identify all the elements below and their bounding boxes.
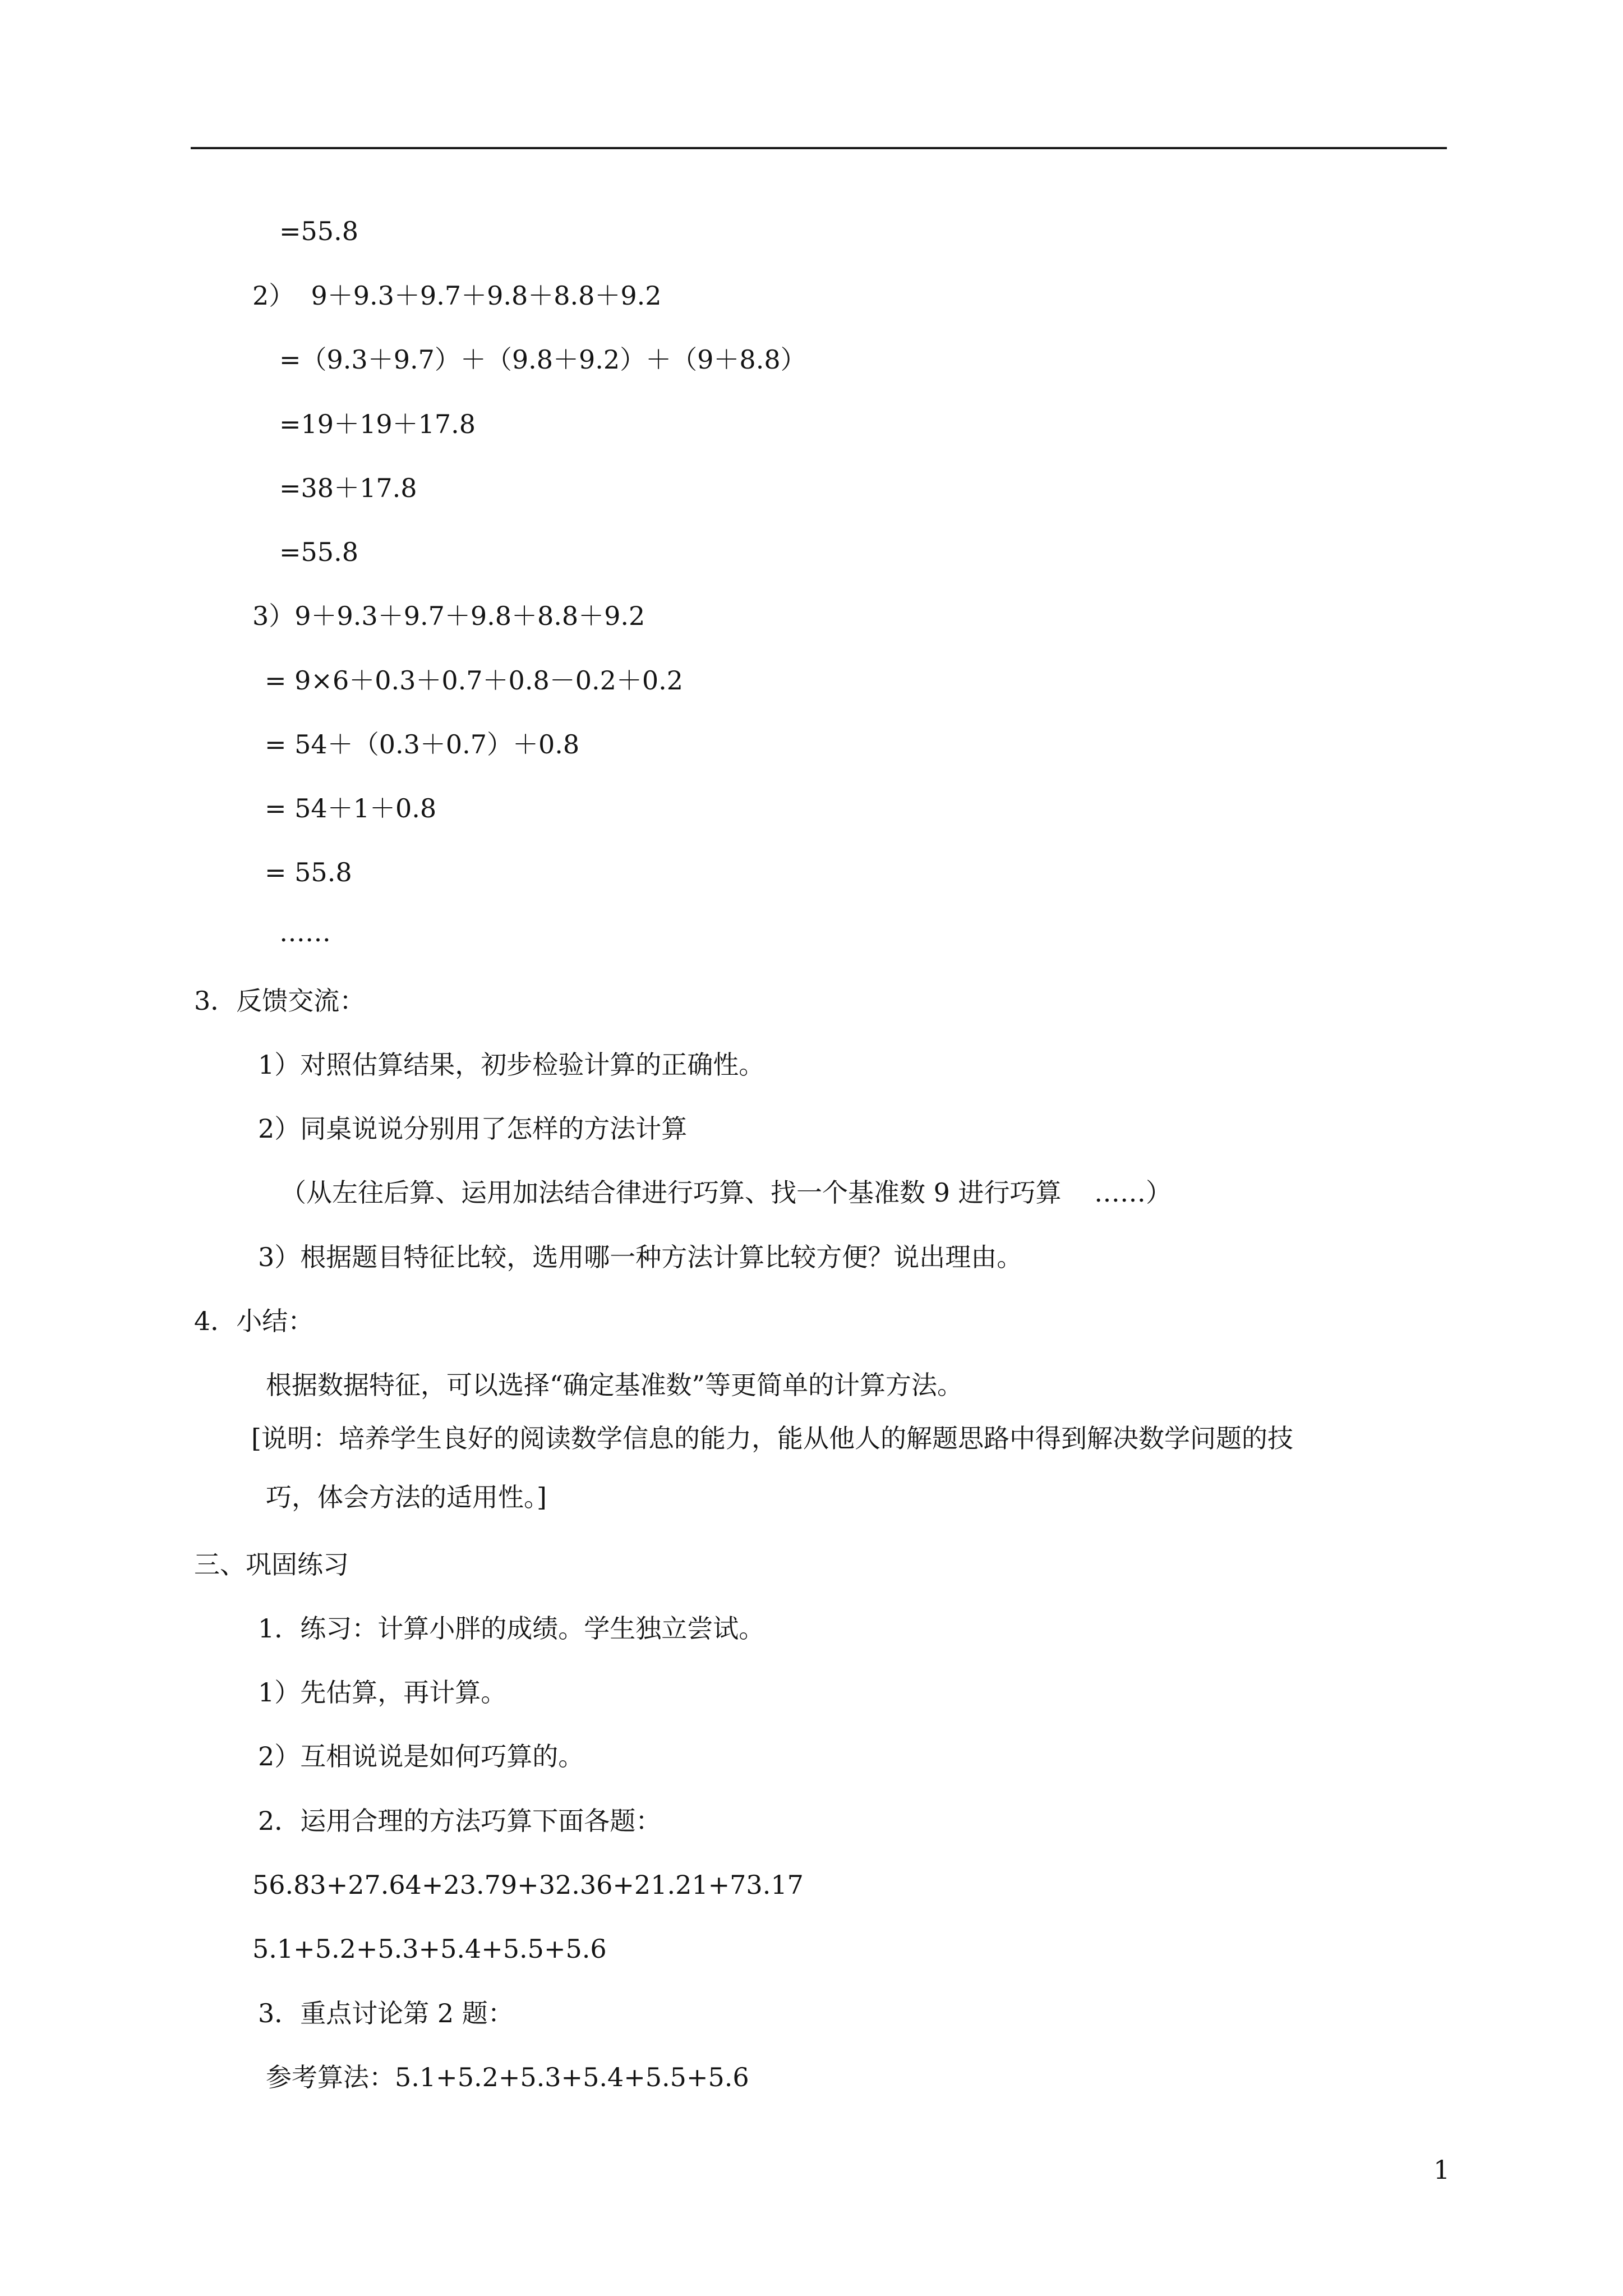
text-line: 1．练习：计算小胖的成绩。学生独立尝试。	[258, 1613, 765, 1644]
text-line: =19＋19＋17.8	[279, 409, 476, 439]
text-line: = 9×6＋0.3＋0.7＋0.8－0.2＋0.2	[265, 665, 684, 696]
text-line: 3）根据题目特征比较，选用哪一种方法计算比较方便？说出理由。	[258, 1242, 1023, 1272]
text-line: = 54＋1＋0.8	[265, 793, 437, 823]
text-line: = 54＋（0.3＋0.7）＋0.8	[265, 729, 580, 760]
text-line: 1）先估算，再计算。	[258, 1677, 507, 1708]
text-line: =38＋17.8	[279, 473, 417, 503]
page-number: 1	[1433, 2155, 1450, 2185]
text-line: ……	[279, 917, 331, 947]
text-line: 2．运用合理的方法巧算下面各题：	[258, 1806, 662, 1836]
text-line: 1）对照估算结果，初步检验计算的正确性。	[258, 1050, 765, 1080]
expression-line: 5.1+5.2+5.3+5.4+5.5+5.6	[252, 1934, 607, 1964]
note-line: 巧，体会方法的适用性。]	[266, 1482, 547, 1512]
text-line: 3．重点讨论第 2 题：	[258, 1998, 514, 2028]
section-heading: 3．反馈交流：	[194, 986, 366, 1016]
text-line: = 55.8	[265, 857, 352, 887]
text-line: 参考算法：5.1+5.2+5.3+5.4+5.5+5.6	[266, 2062, 749, 2092]
text-line: 3）9＋9.3＋9.7＋9.8＋8.8＋9.2	[252, 601, 645, 631]
expression-line: 56.83+27.64+23.79+32.36+21.21+73.17	[252, 1870, 804, 1900]
text-line: 根据数据特征，可以选择“确定基准数”等更简单的计算方法。	[266, 1370, 963, 1400]
section-heading: 三、巩固练习	[194, 1549, 349, 1580]
text-line: =55.8	[279, 537, 358, 567]
text-line: 2） 9＋9.3＋9.7＋9.8＋8.8＋9.2	[252, 280, 662, 311]
text-line: 2）同桌说说分别用了怎样的方法计算	[258, 1114, 688, 1144]
text-line: =（9.3＋9.7）＋（9.8＋9.2）＋（9＋8.8）	[279, 344, 806, 375]
section-heading: 4．小结：	[194, 1306, 314, 1336]
header-rule	[191, 147, 1447, 149]
note-line: [说明：培养学生良好的阅读数学信息的能力，能从他人的解题思路中得到解决数学问题的技	[251, 1423, 1293, 1453]
text-line: 2）互相说说是如何巧算的。	[258, 1741, 584, 1772]
text-line: （从左往后算、运用加法结合律进行巧算、找一个基准数 9 进行巧算 ……）	[280, 1177, 1172, 1208]
text-line: =55.8	[279, 216, 358, 246]
